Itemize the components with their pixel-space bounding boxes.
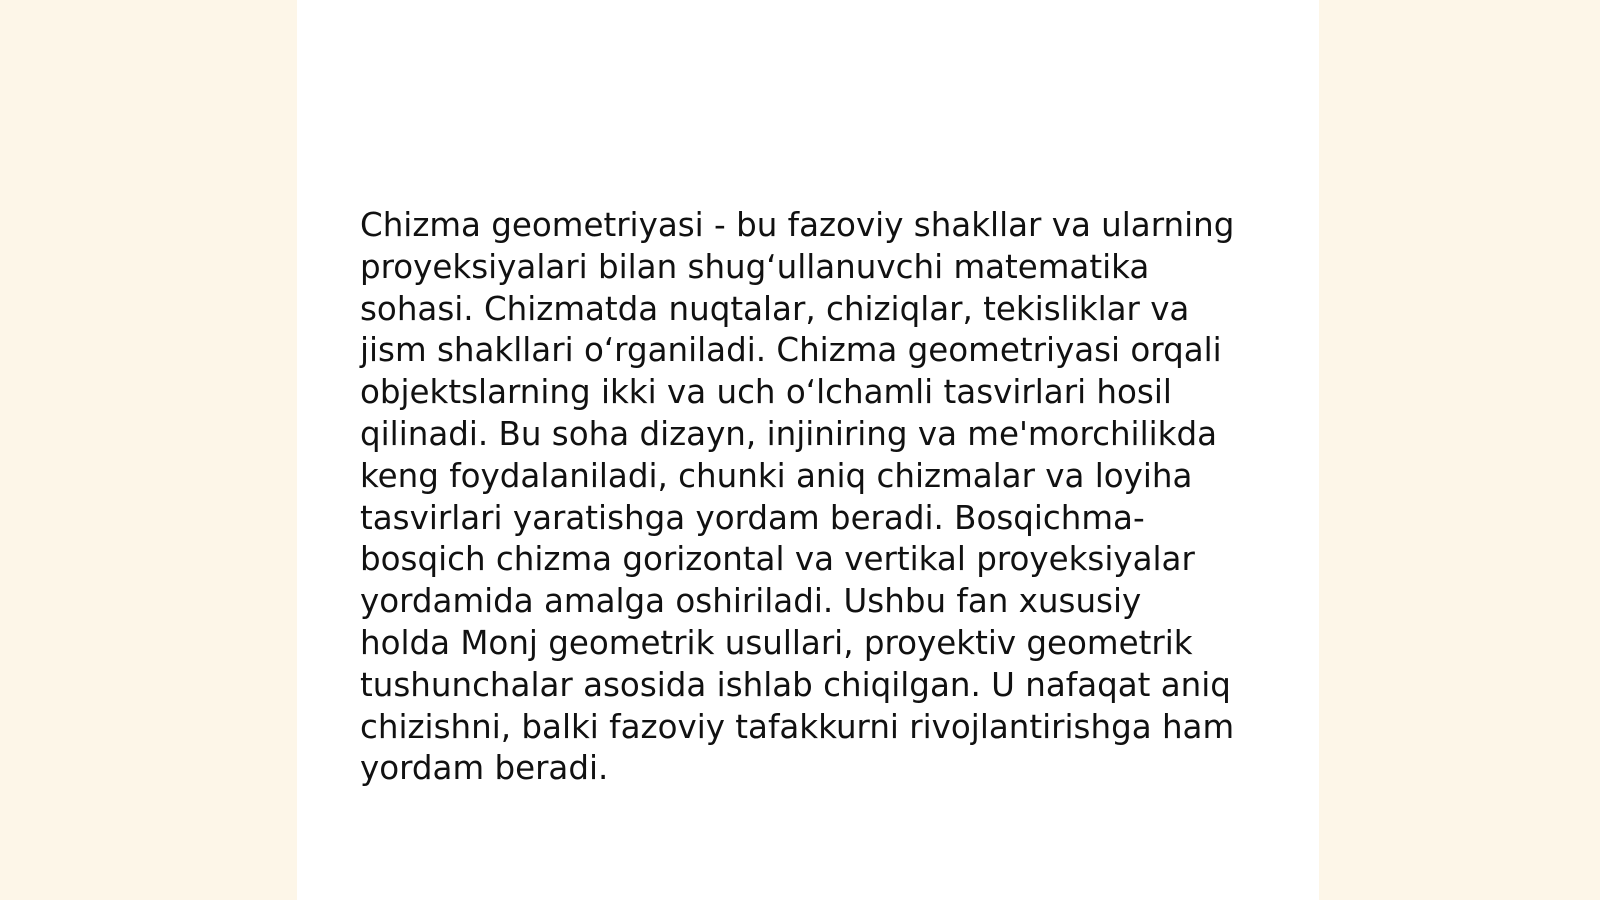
document-page: [297, 0, 1319, 900]
paragraph-line: yordam beradi.: [360, 749, 609, 788]
paragraph-line: qilinadi. Bu soha dizayn, injiniring va me'morchilikda: [360, 414, 1218, 453]
paragraph-line: tasvirlari yaratishga yordam beradi. Bosqichma-: [360, 498, 1145, 537]
paragraph-line: proyeksiyalari bilan shug‘ullanuvchi matematika: [360, 247, 1150, 286]
body-paragraph: [360, 205, 1240, 790]
paragraph-line: jism shakllari o‘rganiladi. Chizma geometriyasi orqali: [360, 331, 1222, 370]
paragraph-line: objektslarning ikki va uch o‘lchamli tasvirlari hosil: [360, 373, 1172, 412]
paragraph-line: tushunchalar asosida ishlab chiqilgan. U nafaqat aniq: [360, 665, 1231, 704]
paragraph-line: chizishni, balki fazoviy tafakkurni rivojlantirishga ham: [360, 707, 1235, 746]
paragraph-line: yordamida amalga oshiriladi. Ushbu fan xususiy: [360, 582, 1142, 621]
paragraph-line: Chizma geometriyasi - bu fazoviy shakllar va ularning: [360, 206, 1235, 244]
paragraph-line: bosqich chizma gorizontal va vertikal proyeksiyalar: [360, 540, 1195, 579]
paragraph-line: holda Monj geometrik usullari, proyektiv geometrik: [360, 623, 1193, 662]
paragraph-line: sohasi. Chizmatda nuqtalar, chiziqlar, tekisliklar va: [360, 289, 1190, 328]
paragraph-line: keng foydalaniladi, chunki aniq chizmalar va loyiha: [360, 456, 1193, 495]
